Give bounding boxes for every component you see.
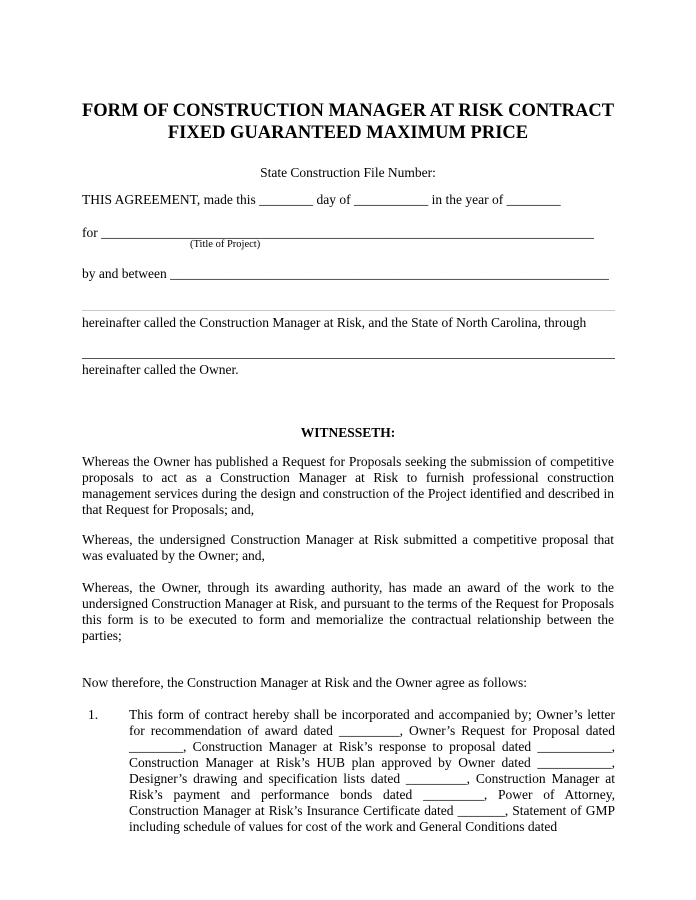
whereas-paragraph-2: Whereas, the undersigned Construction Manager at Risk submitted a competitive proposal that was evaluated by the Owner; and, <box>82 532 614 563</box>
whereas-paragraph-1: Whereas the Owner has published a Request for Proposals seeking the submission of competitive proposals to act as a Construction Manager at Risk to furnish professional construction management services during the design and construction of the Project identified and described in that Request for Proposals; and, <box>82 454 614 517</box>
agreement-line: THIS AGREEMENT, made this ________ day of ___________ in the year of ________ <box>82 192 561 207</box>
hereinafter-construction-manager: hereinafter called the Construction Manager at Risk, and the State of North Carolina, through <box>82 315 587 330</box>
document-title-line-1: FORM OF CONSTRUCTION MANAGER AT RISK CONTRACT <box>81 101 615 121</box>
whereas-paragraph-3: Whereas, the Owner, through its awarding authority, has made an award of the work to the undersigned Construction Manager at Risk, and pursuant to the terms of the Request for Proposals this form is to be executed to form and memorialize the contractual relationship between the parties; <box>82 580 614 643</box>
now-therefore-line: Now therefore, the Construction Manager at Risk and the Owner agree as follows: <box>82 675 527 690</box>
for-project-line: for _________________________________________________________________________ <box>82 225 594 240</box>
title-of-project-caption: (Title of Project) <box>190 239 261 250</box>
item-1-text: This form of contract hereby shall be incorporated and accompanied by; Owner’s letter for recommendation of award dated _________, Owner’s Request for Proposal dated ________, Construction Manager at Risk’s response to proposal dated ___________, Construction Manager at Risk’s HUB plan approved by Owner dated ___________, Designer’s drawing and specification lists dated _________, Construction Manager at Risk’s payment and performance bonds dated _________, Power of Attorney, Construction Manager at Risk’s Insurance Certificate dated _______, Statement of GMP including schedule of values for cost of the work and General Conditions dated <box>129 707 615 834</box>
hereinafter-owner: hereinafter called the Owner. <box>82 362 239 377</box>
document-title-line-2: FIXED GUARANTEED MAXIMUM PRICE <box>167 123 529 143</box>
item-1-number: 1. <box>88 707 99 722</box>
state-construction-file-number: State Construction File Number: <box>260 165 436 180</box>
blank-separator-line <box>82 310 615 311</box>
owner-signature-blank-line <box>82 358 615 359</box>
witnesseth-heading: WITNESSETH: <box>300 425 396 440</box>
by-and-between-line: by and between _________________________________________________________________ <box>82 266 609 281</box>
